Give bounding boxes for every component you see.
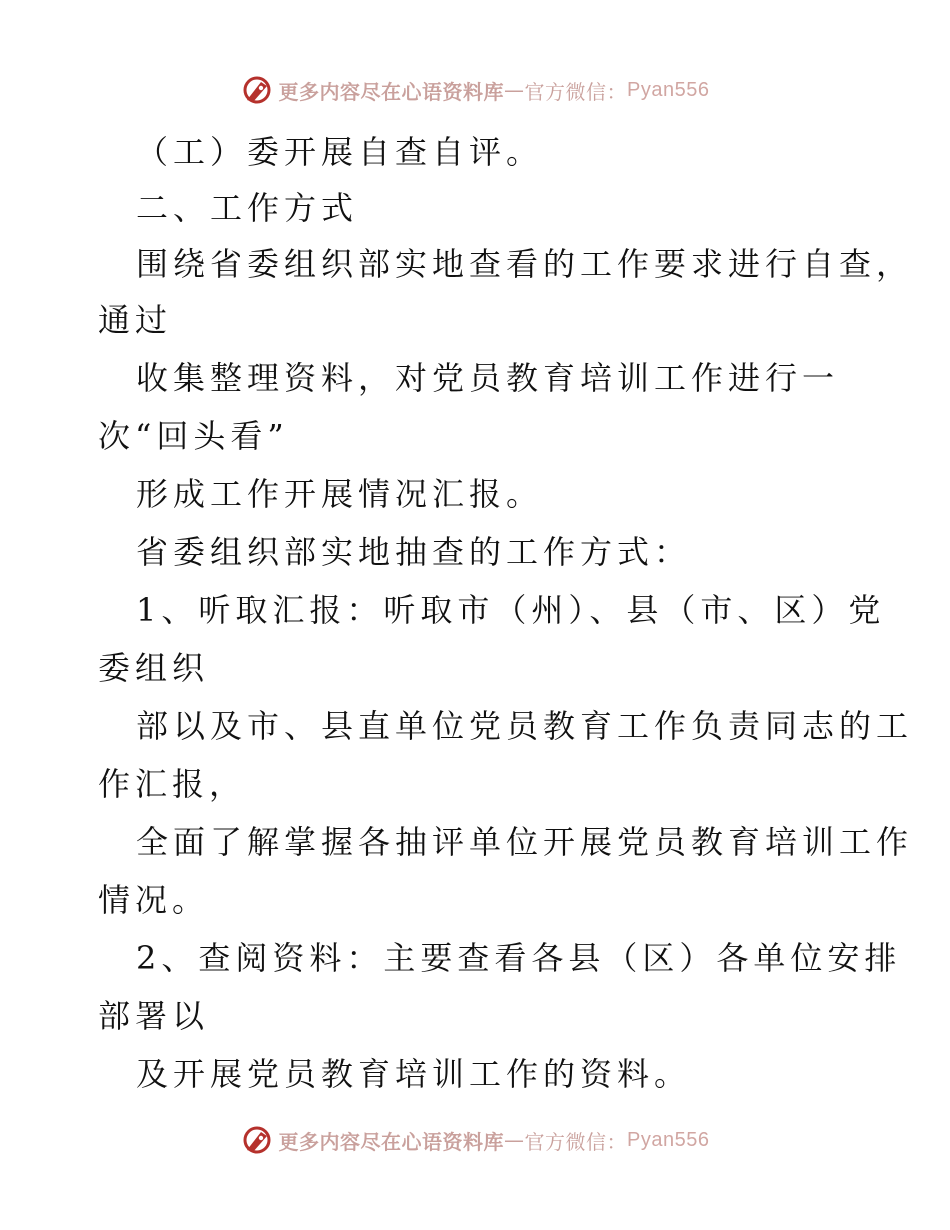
list-item-2-line: 2、查阅资料：主要查看各县（区）各单位安排	[136, 939, 902, 977]
body-line-4: 通过	[98, 301, 173, 339]
body-line-13: 全面了解掌握各抽评单位开展党员教育培训工作	[136, 823, 914, 861]
body-line-8: 省委组织部实地抽查的工作方式：	[136, 533, 692, 571]
header-banner	[0, 72, 950, 108]
body-line-12: 作汇报，	[98, 765, 247, 803]
body-line-1: （工）委开展自查自评。	[136, 133, 544, 171]
body-line-5: 收集整理资料，对党员教育培训工作进行一	[136, 359, 840, 397]
body-line-7: 形成工作开展情况汇报。	[136, 475, 544, 513]
pen-nib-logo-icon	[241, 74, 273, 106]
header-brand-text: 更多内容尽在心语资料库	[278, 79, 505, 104]
footer-brand-text: 更多内容尽在心语资料库	[278, 1129, 505, 1154]
pen-nib-logo-icon	[241, 1124, 273, 1156]
footer-separator: —	[504, 1128, 525, 1152]
header-wechat-handle: Pyan556	[627, 78, 710, 101]
header-separator: —	[504, 78, 525, 102]
body-line-14: 情况。	[98, 881, 210, 919]
body-line-10: 委组织	[98, 649, 210, 687]
header-wechat-label: 官方微信：	[524, 79, 628, 104]
footer-banner	[0, 1122, 950, 1158]
body-line-17: 及开展党员教育培训工作的资料。	[136, 1055, 692, 1093]
body-line-3: 围绕省委组织部实地查看的工作要求进行自查，	[136, 245, 914, 283]
body-line-16: 部署以	[98, 997, 210, 1035]
body-line-11: 部以及市、县直单位党员教育工作负责同志的工	[136, 707, 914, 745]
body-line-6: 次“回头看”	[98, 417, 289, 455]
section-heading-work-method: 二、工作方式	[136, 189, 359, 227]
footer-wechat-handle: Pyan556	[627, 1128, 710, 1151]
list-item-1-line: 1、听取汇报：听取市（州）、县（市、区）党	[136, 591, 886, 629]
footer-wechat-label: 官方微信：	[524, 1129, 628, 1154]
